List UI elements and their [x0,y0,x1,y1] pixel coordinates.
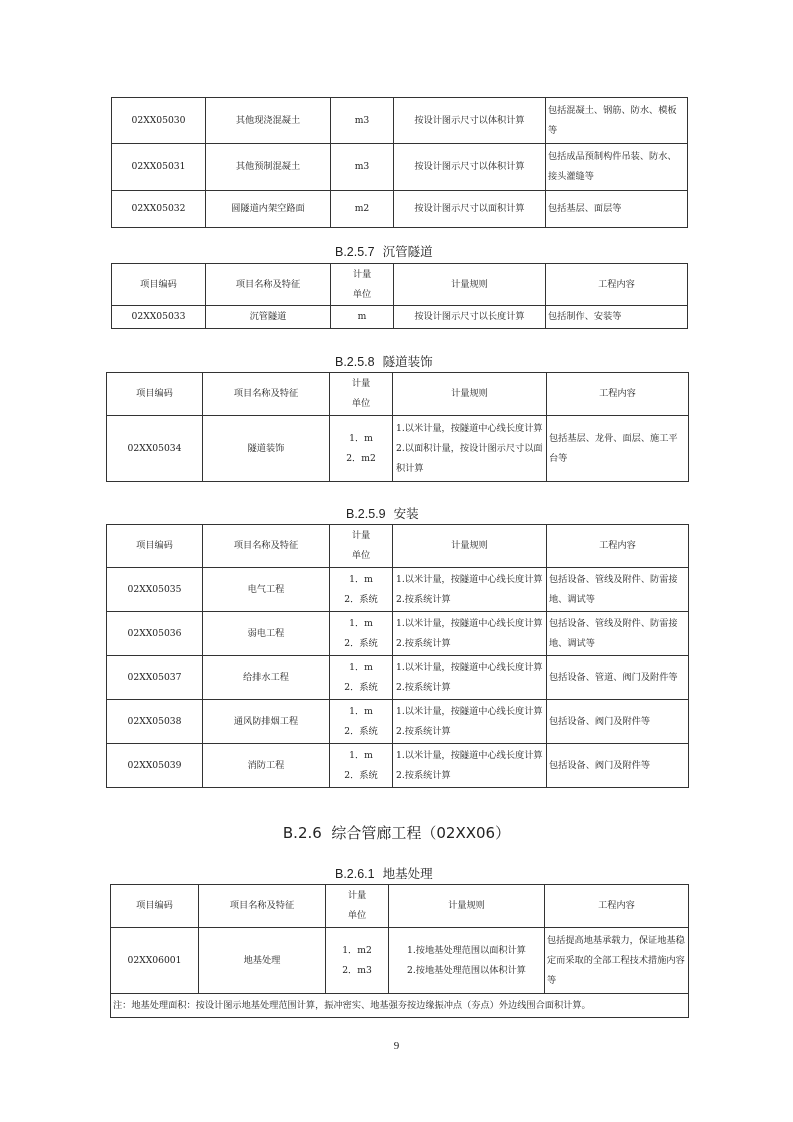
item-code: 02XX05033 [112,306,206,329]
header-code: 项目编码 [107,373,203,416]
item-work: 包括设备、阀门及附件等 [547,700,689,744]
table-tunnel-decoration [106,372,689,482]
section-number: B.2.6 [282,824,322,842]
section-heading-b257 [335,242,433,260]
item-name: 隧道装饰 [203,416,330,482]
section-number: B.2.5.7 [335,245,375,259]
item-name: 通风防排烟工程 [203,700,330,744]
item-rule: 按设计图示尺寸以体积计算 [394,144,546,191]
item-work: 包括成品预制构件吊装、防水、接头灌缝等 [546,144,688,191]
section-number: B.2.5.8 [335,355,375,369]
section-heading-b261 [335,864,433,882]
section-title: 安装 [393,506,419,521]
section-title: 沉管隧道 [382,244,433,259]
table-row [111,928,689,994]
item-work: 包括设备、阀门及附件等 [547,744,689,788]
item-name: 其他预制混凝土 [206,144,331,191]
item-rule: 1.以米计量，按隧道中心线长度计算 2.按系统计算 [393,612,547,656]
section-number: B.2.6.1 [335,867,375,881]
item-name: 弱电工程 [203,612,330,656]
item-code: 02XX05031 [112,144,206,191]
table-row [107,568,689,612]
item-work: 包括设备、管线及附件、防雷接地、调试等 [547,568,689,612]
item-code: 02XX05039 [107,744,203,788]
header-code: 项目编码 [112,264,206,306]
header-rule: 计量规则 [389,885,545,928]
item-code: 02XX06001 [111,928,199,994]
item-work: 包括混凝土、钢筋、防水、模板等 [546,98,688,144]
item-unit: 1．m 2．系统 [330,744,393,788]
section-heading-b259 [346,504,419,522]
table-row [107,612,689,656]
header-unit: 计量 单位 [330,373,393,416]
chapter-heading-b26 [0,822,793,843]
header-rule: 计量规则 [393,373,547,416]
item-rule: 1.按地基处理范围以面积计算 2.按地基处理范围以体积计算 [389,928,545,994]
header-name: 项目名称及特征 [203,373,330,416]
section-title: 综合管廊工程（02XX06） [331,824,511,842]
item-work: 包括基层、龙骨、面层、施工平台等 [547,416,689,482]
table-immersed-tunnel [111,263,688,329]
item-unit: 1．m 2．系统 [330,700,393,744]
table-header-row [107,525,689,568]
table-installation [106,524,689,788]
item-rule: 1.以米计量，按隧道中心线长度计算 2.按系统计算 [393,744,547,788]
table-row [107,656,689,700]
header-name: 项目名称及特征 [203,525,330,568]
table-row [107,744,689,788]
header-work: 工程内容 [545,885,689,928]
header-rule: 计量规则 [394,264,546,306]
item-code: 02XX05034 [107,416,203,482]
item-rule: 1.以米计量，按隧道中心线长度计算 2.按系统计算 [393,568,547,612]
header-code: 项目编码 [111,885,199,928]
item-rule: 1.以米计量，按隧道中心线长度计算 2.以面积计量，按设计图示尺寸以面积计算 [393,416,547,482]
item-rule: 按设计图示尺寸以体积计算 [394,98,546,144]
item-unit: 1．m 2．m2 [330,416,393,482]
item-unit: 1．m 2．系统 [330,612,393,656]
item-unit: 1．m2 2．m3 [326,928,389,994]
header-name: 项目名称及特征 [199,885,326,928]
table-row [112,144,688,191]
header-work: 工程内容 [547,525,689,568]
item-code: 02XX05038 [107,700,203,744]
item-code: 02XX05037 [107,656,203,700]
item-rule: 按设计图示尺寸以面积计算 [394,191,546,228]
header-unit: 计量 单位 [330,525,393,568]
item-unit: 1．m 2．系统 [330,568,393,612]
item-name: 地基处理 [199,928,326,994]
item-code: 02XX05036 [107,612,203,656]
item-name: 沉管隧道 [206,306,331,329]
item-name: 给排水工程 [203,656,330,700]
item-unit: m3 [331,144,394,191]
item-rule: 1.以米计量，按隧道中心线长度计算 2.按系统计算 [393,656,547,700]
item-code: 02XX05030 [112,98,206,144]
header-rule: 计量规则 [393,525,547,568]
item-name: 消防工程 [203,744,330,788]
table-row [112,98,688,144]
item-work: 包括基层、面层等 [546,191,688,228]
table-tunnel-concrete [111,97,688,228]
page-number: 9 [393,1040,400,1052]
table-header-row [112,264,688,306]
section-heading-b258 [335,352,433,370]
header-work: 工程内容 [546,264,688,306]
header-work: 工程内容 [547,373,689,416]
item-work: 包括提高地基承载力，保证地基稳定而采取的全部工程技术措施内容等 [545,928,689,994]
item-unit: m [331,306,394,329]
item-name: 电气工程 [203,568,330,612]
table-foundation-treatment [110,884,689,1018]
item-work: 包括设备、管道、阀门及附件等 [547,656,689,700]
header-unit: 计量 单位 [331,264,394,306]
section-title: 地基处理 [382,866,433,881]
table-note: 注：地基处理面积：按设计图示地基处理范围计算，振冲密实、地基强夯按边缘振冲点（夯点）外边线围合面积计算。 [111,994,689,1018]
item-rule: 1.以米计量，按隧道中心线长度计算 2.按系统计算 [393,700,547,744]
item-name: 其他现浇混凝土 [206,98,331,144]
item-unit: 1．m 2．系统 [330,656,393,700]
table-header-row [107,373,689,416]
item-code: 02XX05032 [112,191,206,228]
item-work: 包括制作、安装等 [546,306,688,329]
table-row [112,191,688,228]
table-row [107,700,689,744]
section-number: B.2.5.9 [346,507,386,521]
table-row [112,306,688,329]
item-name: 圆隧道内架空路面 [206,191,331,228]
item-rule: 按设计图示尺寸以长度计算 [394,306,546,329]
item-code: 02XX05035 [107,568,203,612]
item-unit: m2 [331,191,394,228]
table-note-row [111,994,689,1018]
table-header-row [111,885,689,928]
table-row [107,416,689,482]
header-name: 项目名称及特征 [206,264,331,306]
header-unit: 计量 单位 [326,885,389,928]
header-code: 项目编码 [107,525,203,568]
item-unit: m3 [331,98,394,144]
section-title: 隧道装饰 [382,354,433,369]
item-work: 包括设备、管线及附件、防雷接地、调试等 [547,612,689,656]
